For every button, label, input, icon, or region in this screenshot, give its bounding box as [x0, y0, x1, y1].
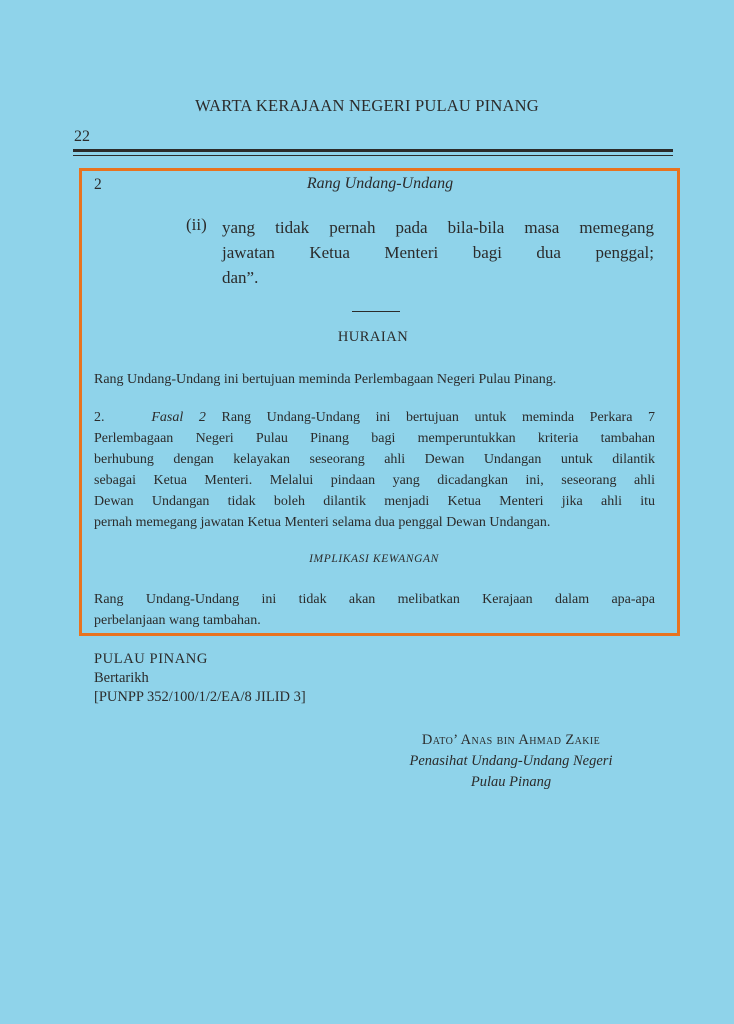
header-rule-thin [73, 155, 673, 156]
signer-name: Dato’ Anas bin Ahmad Zakie [421, 732, 601, 748]
clause-reference: Fasal 2 [151, 410, 206, 425]
footer-block [94, 650, 306, 707]
paragraph-line: Rang Undang-Undang ini tidak akan melibatkan Kerajaan dalam apa-apa [94, 592, 655, 607]
footer-state: PULAU PINANG [94, 651, 208, 667]
explanation-paragraph-2 [94, 407, 655, 533]
gazette-title: WARTA KERAJAAN NEGERI PULAU PINANG [195, 96, 539, 115]
paragraph-line-rest: Rang Undang-Undang ini bertujuan untuk meminda Perkara 7 [221, 410, 656, 425]
signer-title: Penasihat Undang-Undang Negeri [409, 753, 613, 769]
bill-page-number: 2 [94, 176, 102, 193]
bill-title: Rang Undang-Undang [306, 175, 454, 192]
footer-dated: Bertarikh [94, 670, 149, 686]
section-divider [352, 311, 400, 312]
signer-title: Pulau Pinang [470, 774, 552, 790]
footer-reference: [PUNPP 352/100/1/2/EA/8 JILID 3] [94, 689, 306, 705]
clause-number: (ii) [186, 215, 207, 234]
paragraph-line [94, 407, 655, 428]
financial-paragraph [94, 589, 655, 631]
gazette-page-number: 22 [74, 128, 90, 145]
paragraph-line: pernah memegang jawatan Ketua Menteri selama dua penggal Dewan Undangan. [94, 515, 551, 530]
paragraph-line: Perlembagaan Negeri Pulau Pinang bagi memperuntukkan kriteria tambahan [94, 431, 655, 446]
financial-heading: IMPLIKASI KEWANGAN [309, 553, 439, 565]
paragraph-line: Dewan Undangan tidak boleh dilantik menjadi Ketua Menteri jika ahli itu [94, 494, 655, 509]
clause-line: jawatan Ketua Menteri bagi dua penggal; [222, 243, 654, 262]
explanation-heading: HURAIAN [337, 329, 409, 345]
paragraph-line: Rang Undang-Undang ini bertujuan meminda Perlembagaan Negeri Pulau Pinang. [94, 372, 557, 387]
explanation-paragraph-1 [94, 369, 655, 390]
paragraph-line: sebagai Ketua Menteri. Melalui pindaan yang dicadangkan ini, seseorang ahli [94, 473, 655, 488]
paragraph-number: 2. [94, 410, 105, 425]
signature-block [380, 730, 642, 793]
clause-text [222, 215, 654, 290]
paragraph-line: berhubung dengan kelayakan seseorang ahli Dewan Undangan untuk dilantik [94, 452, 655, 467]
clause-line: dan”. [222, 268, 259, 287]
paragraph-line: perbelanjaan wang tambahan. [94, 613, 261, 628]
clause-line: yang tidak pernah pada bila-bila masa memegang [222, 218, 654, 237]
header-rule-thick [73, 149, 673, 152]
